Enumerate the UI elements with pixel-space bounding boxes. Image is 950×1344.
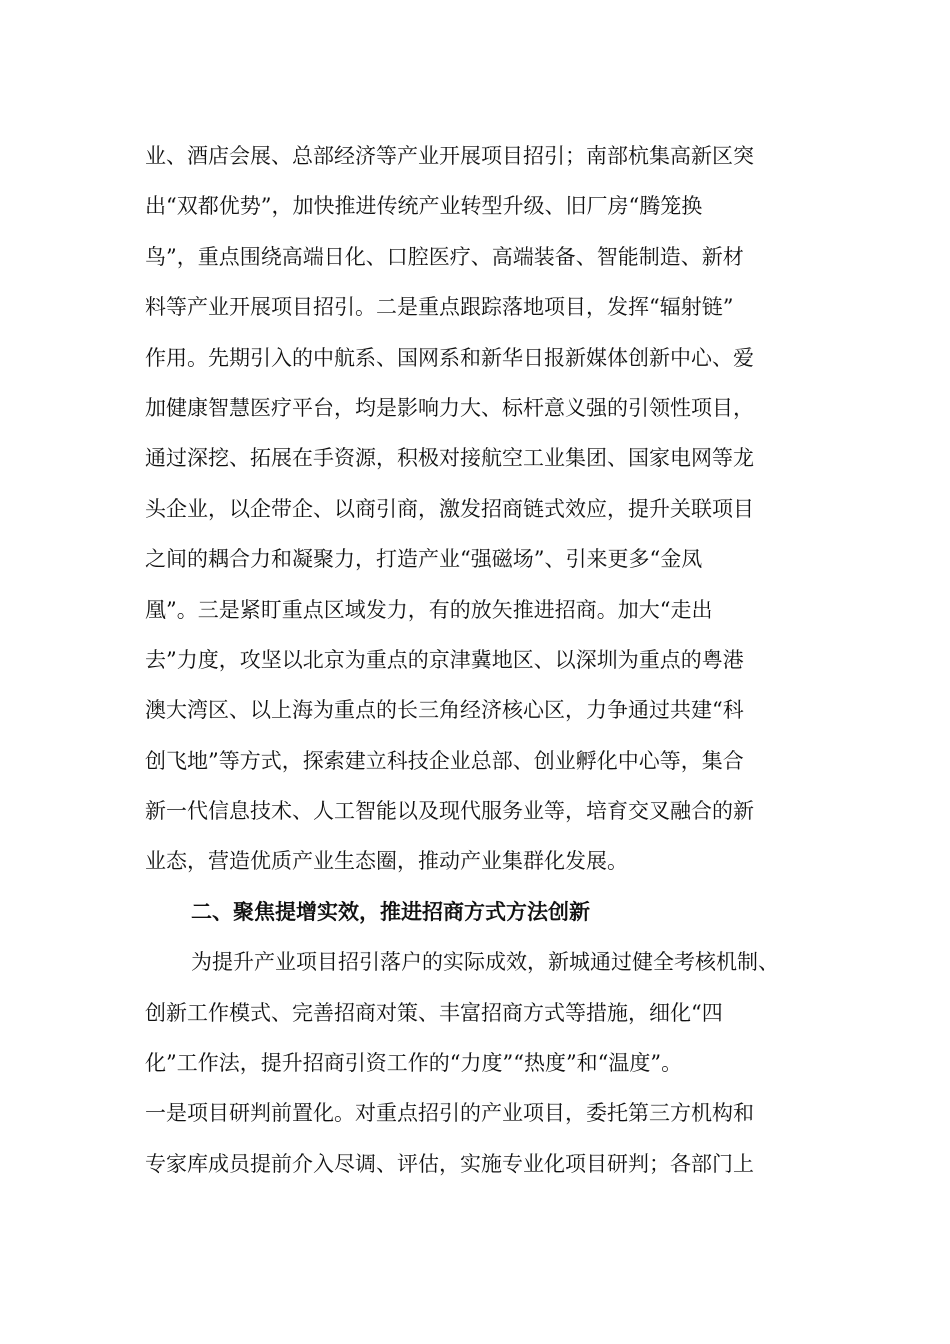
paragraph-2-line-3: 化”工作法，提升招商引资工作的“力度”“热度”和“温度”。 bbox=[145, 1051, 683, 1076]
paragraph-1-line-8: 头企业，以企带企、以商引商，激发招商链式效应，提升关联项目 bbox=[145, 496, 754, 521]
paragraph-2-line-2: 创新工作模式、完善招商对策、丰富招商方式等措施，细化“四 bbox=[145, 1000, 723, 1025]
paragraph-1-line-4: 料等产业开展项目招引。二是重点跟踪落地项目，发挥“辐射链” bbox=[145, 295, 734, 320]
paragraph-1-line-15: 业态，营造优质产业生态圈，推动产业集群化发展。 bbox=[145, 849, 628, 874]
paragraph-1-line-2: 出“双都优势”，加快推进传统产业转型升级、旧厂房“腾笼换 bbox=[145, 194, 703, 219]
paragraph-2-line-1: 为提升产业项目招引落户的实际成效，新城通过健全考核机制、 bbox=[191, 950, 779, 975]
paragraph-1-line-7: 通过深挖、拓展在手资源，积极对接航空工业集团、国家电网等龙 bbox=[145, 446, 754, 471]
paragraph-1-line-11: 去”力度，攻坚以北京为重点的京津冀地区、以深圳为重点的粤港 bbox=[145, 647, 744, 672]
paragraph-1-line-1: 业、酒店会展、总部经济等产业开展项目招引；南部杭集高新区突 bbox=[145, 144, 754, 168]
paragraph-1-line-3: 鸟”，重点围绕高端日化、口腔医疗、高端装备、智能制造、新材 bbox=[145, 244, 744, 269]
document-body bbox=[145, 131, 805, 1189]
paragraph-1-line-9: 之间的耦合力和凝聚力，打造产业“强磁场”、引来更多“金凤 bbox=[145, 547, 703, 572]
paragraph-1-line-12: 澳大湾区、以上海为重点的长三角经济核心区，力争通过共建“科 bbox=[145, 698, 744, 723]
section-heading: 二、聚焦提增实效，推进招商方式方法创新 bbox=[191, 899, 590, 924]
paragraph-1-line-14: 新一代信息技术、人工智能以及现代服务业等，培育交叉融合的新 bbox=[145, 799, 754, 824]
paragraph-2-line-4: 一是项目研判前置化。对重点招引的产业项目，委托第三方机构和 bbox=[145, 1101, 754, 1126]
paragraph-1-line-5: 作用。先期引入的中航系、国网系和新华日报新媒体创新中心、爱 bbox=[145, 345, 754, 370]
paragraph-1-line-6: 加健康智慧医疗平台，均是影响力大、标杆意义强的引领性项目， bbox=[145, 395, 754, 420]
paragraph-1-line-13: 创飞地”等方式，探索建立科技企业总部、创业孵化中心等，集合 bbox=[145, 748, 744, 773]
paragraph-1-line-10: 凰”。三是紧盯重点区域发力，有的放矢推进招商。加大“走出 bbox=[145, 597, 713, 622]
paragraph-2-line-5: 专家库成员提前介入尽调、评估，实施专业化项目研判；各部门上 bbox=[145, 1151, 754, 1176]
